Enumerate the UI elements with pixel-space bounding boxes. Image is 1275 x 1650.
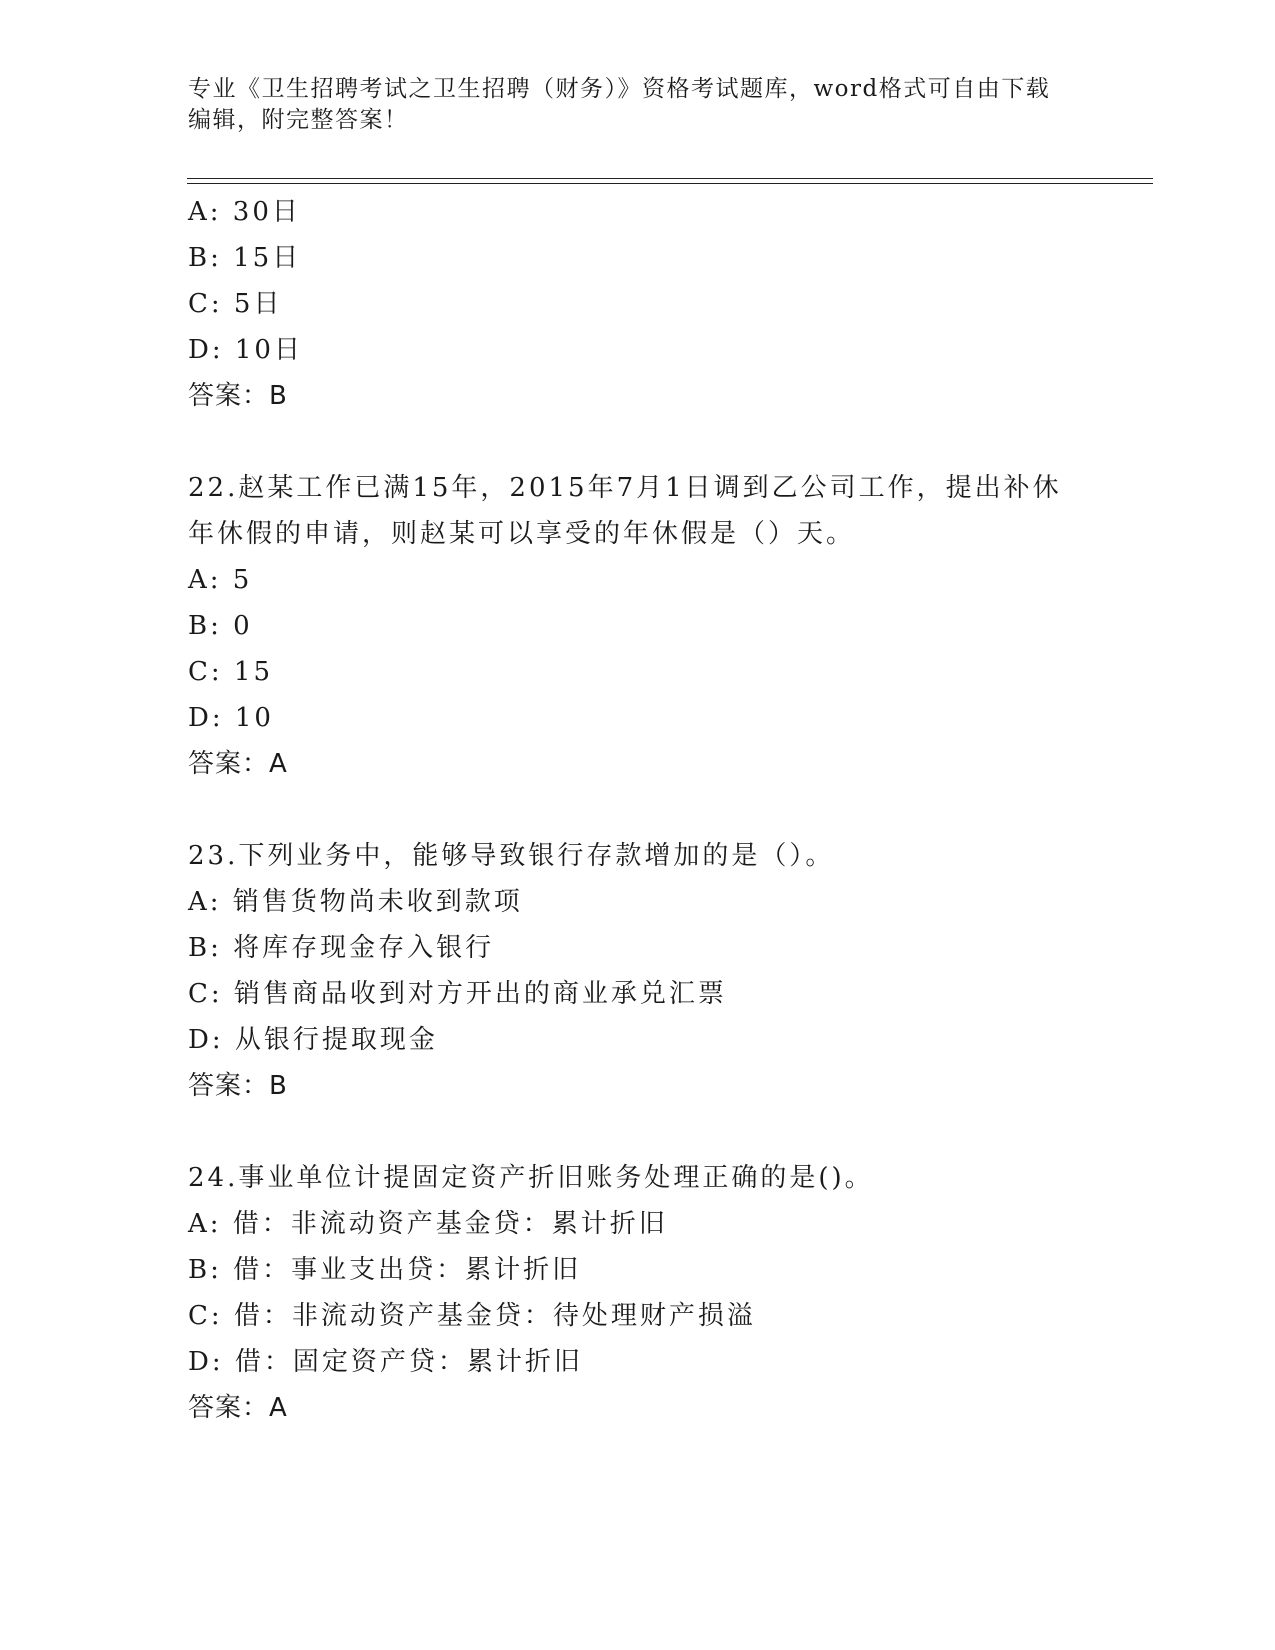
question-22: [188, 465, 1088, 787]
spacer: [188, 787, 1088, 833]
question-stem-line-1: 23.下列业务中，能够导致银行存款增加的是（）。: [188, 841, 835, 871]
option-d: D: 10: [188, 703, 274, 733]
option-b: B: 15日: [188, 243, 302, 273]
option-d: D: 10日: [188, 335, 303, 365]
option-d: D: 借：固定资产贷：累计折旧: [188, 1347, 583, 1377]
option-a: A: 借：非流动资产基金贷：累计折旧: [188, 1209, 668, 1239]
answer-line: 答案：B: [188, 1071, 288, 1101]
question-23: [188, 833, 1088, 1109]
question-stem-line-1: 24.事业单位计提固定资产折旧账务处理正确的是()。: [188, 1163, 874, 1193]
header-line-1: 专业《卫生招聘考试之卫生招聘（财务）》资格考试题库，word格式可自由下载: [188, 76, 1051, 102]
option-c: C: 15: [188, 657, 274, 687]
option-b: B: 将库存现金存入银行: [188, 933, 495, 963]
header-divider-bottom: [187, 183, 1153, 184]
option-c: C: 5日: [188, 289, 283, 319]
question-list: [188, 189, 1088, 1431]
header-divider-top: [187, 178, 1153, 179]
option-b: B: 借：事业支出贷：累计折旧: [188, 1255, 582, 1285]
option-c: C: 借：非流动资产基金贷：待处理财产损溢: [188, 1301, 756, 1331]
option-a: A: 销售货物尚未收到款项: [188, 887, 523, 917]
option-a: A: 30日: [188, 197, 301, 227]
header-line-2: 编辑，附完整答案！: [188, 107, 409, 133]
question-stem-line-1: 22.赵某工作已满15年，2015年7月1日调到乙公司工作，提出补休: [188, 473, 1062, 503]
spacer: [188, 419, 1088, 465]
question-stem-line-2: 年休假的申请，则赵某可以享受的年休假是（）天。: [188, 519, 856, 549]
answer-line: 答案：A: [188, 1393, 288, 1423]
option-c: C: 销售商品收到对方开出的商业承兑汇票: [188, 979, 727, 1009]
question-21: [188, 189, 1088, 419]
option-a: A: 5: [188, 565, 253, 595]
option-b: B: 0: [188, 611, 253, 641]
spacer: [188, 1109, 1088, 1155]
answer-line: 答案：B: [188, 381, 288, 411]
answer-line: 答案：A: [188, 749, 288, 779]
document-header: [188, 74, 1068, 136]
option-d: D: 从银行提取现金: [188, 1025, 438, 1055]
question-24: [188, 1155, 1088, 1431]
